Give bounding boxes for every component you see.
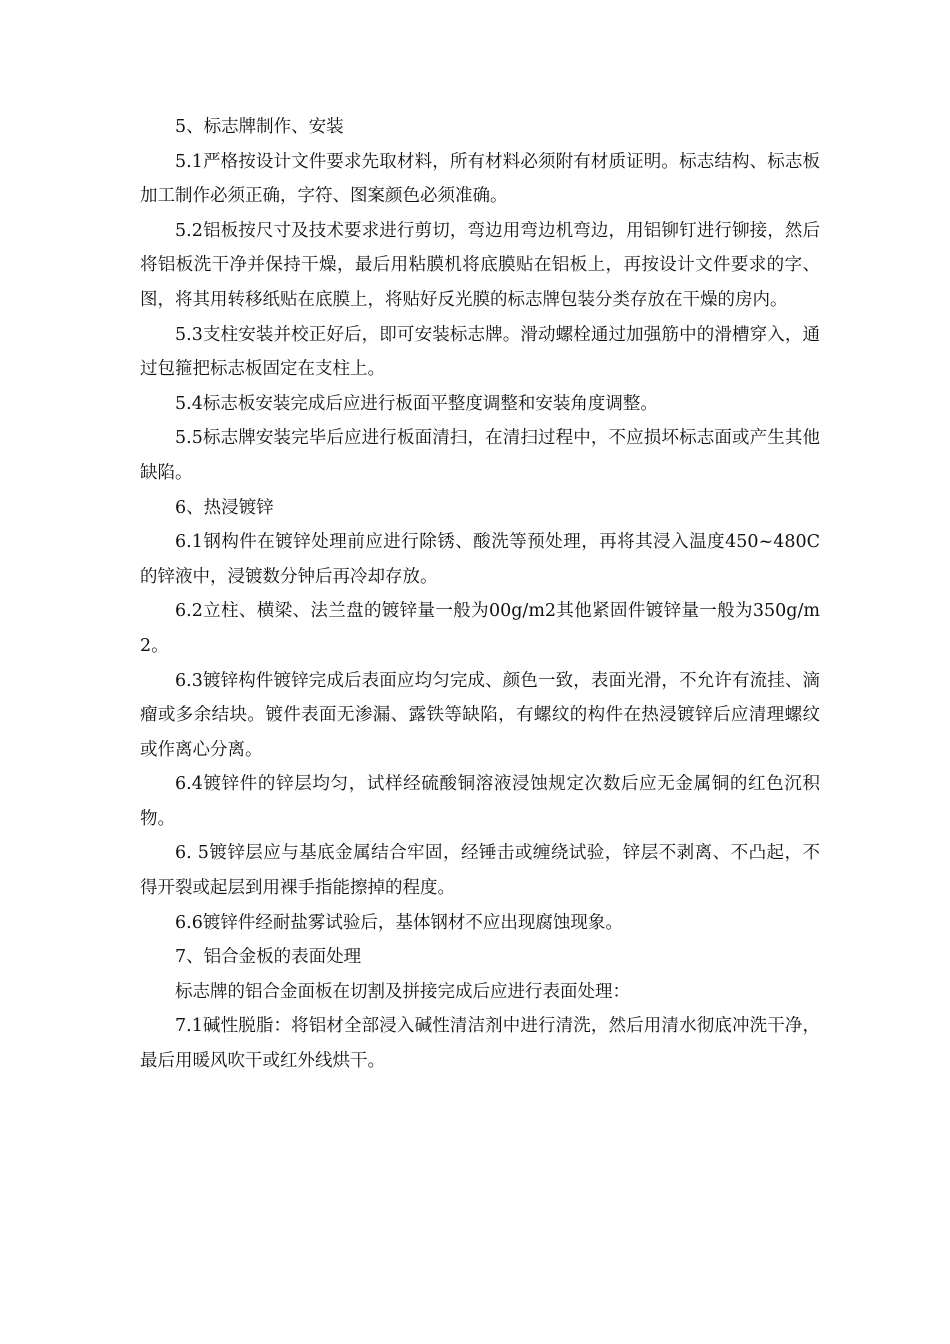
paragraph-6-1: 6.1钢构件在镀锌处理前应进行除锈、酸洗等预处理，再将其浸入温度450~480C的锌液中，浸镀数分钟后再冷却存放。 [140, 532, 820, 587]
paragraph-7-intro: 标志牌的铝合金面板在切割及拼接完成后应进行表面处理： [175, 981, 630, 1002]
paragraph-6-5: 6. 5镀锌层应与基底金属结合牢固，经锤击或缠绕试验，锌层不剥离、不凸起，不得开裂或起层到用裸手指能擦掉的程度。 [140, 843, 820, 899]
paragraph-5-5: 5.5标志牌安装完毕后应进行板面清扫，在清扫过程中，不应损坏标志面或产生其他缺陷。 [140, 428, 820, 483]
paragraph-5-2: 5.2铝板按尺寸及技术要求进行剪切，弯边用弯边机弯边，用铝铆钉进行铆接，然后将铝板洗干净并保持干燥，最后用粘膜机将底膜贴在铝板上，再按设计文件要求的字、图，将其用转移纸贴在底膜上，将贴好反光膜的标志牌包装分类存放在干燥的房内。 [140, 220, 820, 310]
paragraph-6-2: 6.2立柱、横梁、法兰盘的镀锌量一般为00g/m2其他紧固件镀锌量一般为350g/m2。 [140, 601, 820, 656]
section-heading-5: 5、标志牌制作、安装 [175, 117, 344, 137]
paragraph-5-4: 5.4标志板安装完成后应进行板面平整度调整和安装角度调整。 [175, 393, 658, 414]
section-heading-6: 6、热浸镀锌 [175, 497, 274, 518]
paragraph-6-3: 6.3镀锌构件镀锌完成后表面应均匀完成、颜色一致，表面光滑，不允许有流挂、滴瘤或多余结块。镀件表面无渗漏、露铁等缺陷，有螺纹的构件在热浸镀锌后应清理螺纹或作离心分离。 [140, 670, 820, 760]
section-heading-7: 7、铝合金板的表面处理 [175, 947, 362, 968]
paragraph-5-3: 5.3支柱安装并校正好后，即可安装标志牌。滑动螺栓通过加强筋中的滑槽穿入，通过包箍把标志板固定在支柱上。 [140, 324, 820, 380]
document-page [140, 110, 820, 1079]
paragraph-7-1: 7.1碱性脱脂：将铝材全部浸入碱性清洁剂中进行清洗，然后用清水彻底冲洗干净，最后用暖风吹干或红外线烘干。 [140, 1016, 820, 1072]
paragraph-6-6: 6.6镀锌件经耐盐雾试验后，基体钢材不应出现腐蚀现象。 [175, 912, 623, 933]
paragraph-5-1: 5.1严格按设计文件要求先取材料，所有材料必须附有材质证明。标志结构、标志板加工制作必须正确，字符、图案颜色必须准确。 [140, 151, 820, 207]
paragraph-6-4: 6.4镀锌件的锌层均匀，试样经硫酸铜溶液浸蚀规定次数后应无金属铜的红色沉积物。 [140, 774, 820, 829]
